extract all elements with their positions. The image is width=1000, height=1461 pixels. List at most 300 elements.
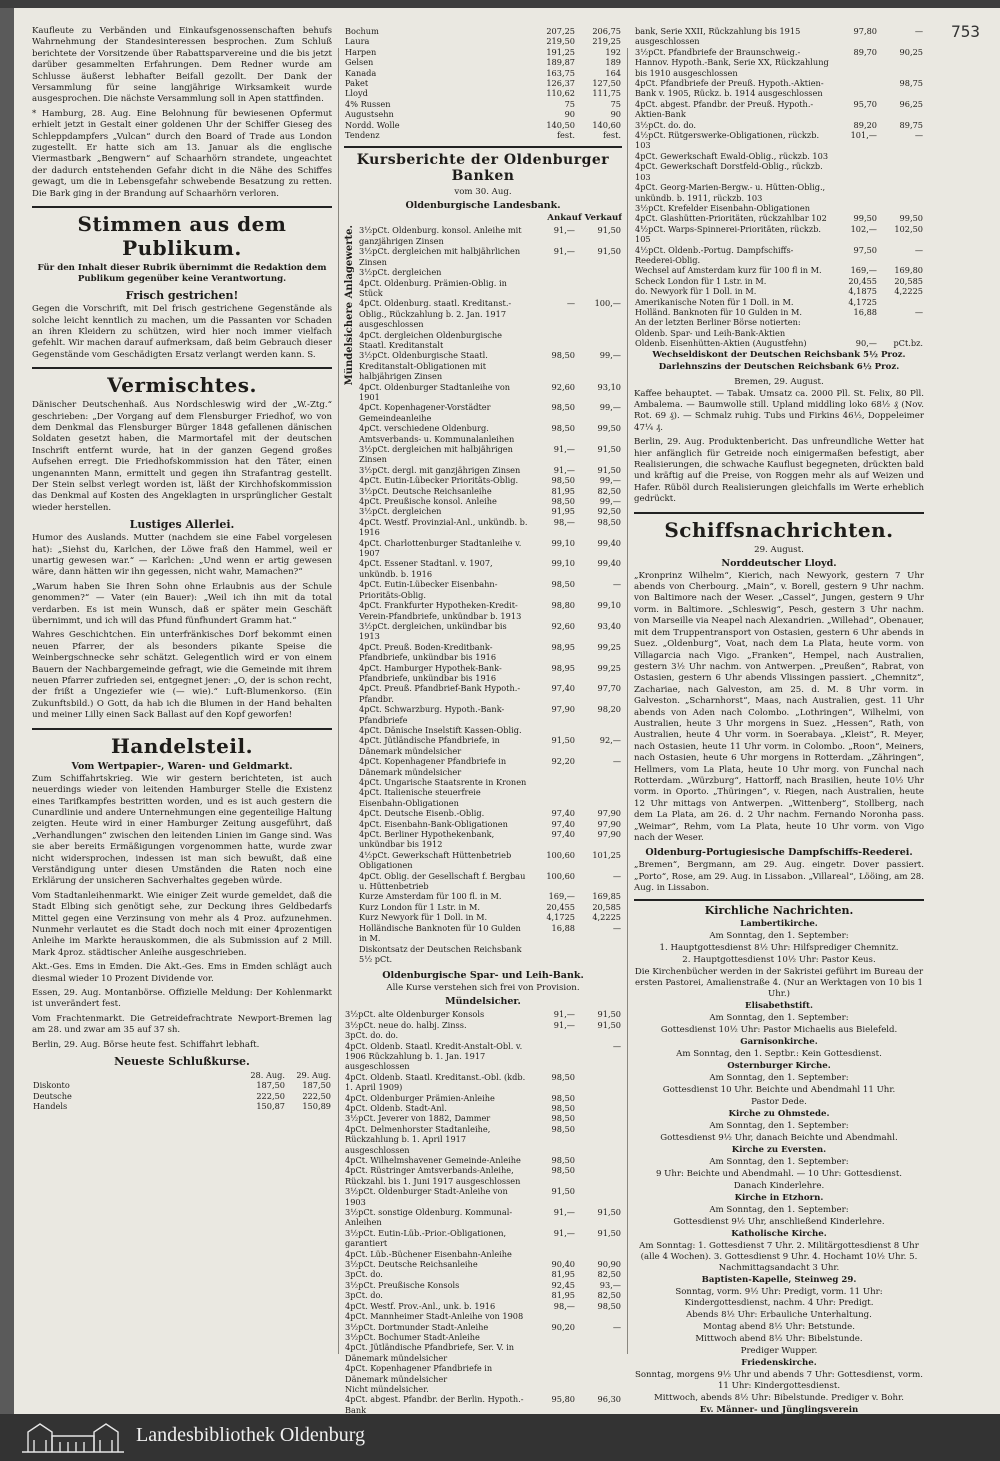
quote-sell: 222,50 [302, 1090, 331, 1101]
quote-buy: 97,40 [551, 808, 575, 819]
quote-row [344, 1228, 622, 1249]
quote-name: Kanada [345, 67, 377, 78]
quote-buy: 20,455 [546, 901, 575, 912]
quote-name: 3½pCt. Jeverer von 1882, Dammer [345, 1113, 491, 1124]
quote-name: 4pCt. Eutin-Lübecker Eisenbahn-Prioritäts-Oblig. [359, 579, 498, 600]
quote-name: 4pCt. Eutin-Lübecker Prioritäts-Oblig. [359, 475, 519, 486]
quote-name: 3½pCt. alte Oldenburger Konsols [345, 1009, 485, 1020]
quote-name: 3½pCt. Oldenburg. konsol. Anleihe mit ganzjährigen Zinsen [359, 225, 522, 246]
church-heading: Elisabethstift. [745, 1000, 813, 1011]
quote-name: 3½pCt. Deutsche Reichsanleihe [359, 485, 492, 496]
quote-date: 29. Aug. [296, 1070, 331, 1081]
quote-name: Paket [345, 78, 369, 89]
quote-sell [576, 1072, 622, 1093]
quote-name: Holländische Banknoten für 10 Gulden in M. [359, 922, 521, 944]
quote-name: Nordd. Wolle [345, 119, 400, 130]
quote-row [344, 1093, 622, 1103]
quote-row [32, 1080, 332, 1090]
bank-heading: Oldenburgische Spar- und Leih-Bank. [382, 970, 584, 982]
quote-buy: 81,95 [551, 1290, 575, 1301]
quote-buy [530, 1332, 576, 1342]
quote-name: 3½pCt. sonstige Oldenburg. Kommunal-Anleihen [345, 1207, 513, 1228]
quote-name: 3½pCt. dergleichen mit halbjährigen Zinsen [359, 444, 513, 465]
quote-buy: 100,60 [546, 849, 575, 860]
quote-row [358, 663, 622, 684]
quote-name: do. Newyork für 1 Doll. in M. [635, 286, 757, 297]
quote-row [344, 1207, 622, 1228]
quote-sell: — [612, 756, 621, 767]
quote-buy: 91,— [553, 464, 575, 475]
quote-row [358, 298, 622, 329]
quote-row [634, 307, 924, 317]
article-heading: Neueste Schlußkurse. [114, 1055, 250, 1069]
quote-sell [576, 1249, 622, 1259]
quote-buy [530, 1311, 576, 1321]
article-text: Humor des Auslands. Mutter (nachdem sie eine Fabel vorgelesen hat): „Siehst du, Karlchen, der Löwe fraß den Hammel, weil er unartig gewesen war.“ — Karlchen: „Und wenn er artig gewesen wäre, dann hätten wir ihn gegessen, nicht wahr, Mamachen?“ [32, 533, 332, 578]
quote-buy: 101,— [850, 130, 877, 141]
church-line: Am Sonntag, den 1. September: [709, 1012, 849, 1023]
quote-sell: 93,10 [597, 381, 621, 392]
bank-heading: Oldenburgische Landesbank. [405, 200, 561, 212]
quote-name: 3pCt. do. [345, 1290, 383, 1301]
quote-buy [530, 1384, 576, 1394]
quote-name: Kurz Newyork für 1 Doll. in M. [359, 912, 488, 923]
quote-name: 3½pCt. Oldenburger Stadt-Anleihe von 1903 [345, 1186, 508, 1207]
quote-row [358, 850, 622, 871]
quote-sell: 99,40 [597, 537, 621, 548]
quote-name: 4pCt. Preuß. Pfandbrief-Bank Hypoth.-Pfandbr. [359, 683, 521, 704]
article-text: Kaffee behauptet. — Tabak. Umsatz ca. 2000 Pll. St. Felix, 80 Pll. Ambalema. — Baumwolle still. Upland middling loko 68½ ₰ (Nov. Rot. 69 ₰). — Schmalz ruhig. Tubs und Firkins 46½, Doppeleimer 47¼ ₰. [634, 388, 924, 433]
quote-name: 4pCt. Oldenburger Prämien-Anleihe [345, 1092, 495, 1103]
quote-buy: 97,40 [551, 683, 575, 694]
quote-name: 4pCt. abgest. Pfandbr. der Berlin. Hypoth.-Bank [345, 1394, 524, 1414]
section-subheading: Vom Wertpapier-, Waren- und Geldmarkt. [71, 760, 293, 772]
quote-sell [576, 1342, 622, 1363]
quote-sell [576, 777, 622, 787]
bank-note: Alle Kurse verstehen sich frei von Provision. [386, 983, 580, 994]
quote-row [358, 829, 622, 850]
article-text: Wahres Geschichtchen. Ein unterfränkisches Dorf bekommt einen neuen Pfarrer, der als besonders pikante Speise die Weinbergschnecke sehr schätzt. Gelegentlich wird er von einem Bauern der Nachbargemeinde gefragt, wie die Gemeinde mit ihrem neuen Pfarrer zufrieden sei, entgegnet jener: „O, der is schon recht, der frißt a Ungeziefer wie (— wie).“ Luft-Blumenkorso. (Ein Zukunftsbild.) O Gott, da hab ich die Blumen in der Hand behalten und meiner Lilly einen Sack Ballast auf den Kopf geworfen! [32, 630, 332, 721]
quote-buy [530, 330, 576, 351]
quote-buy: 91,— [553, 1009, 575, 1020]
quote-sell: 90 [610, 109, 621, 120]
quote-sell: 187,50 [302, 1080, 331, 1091]
article-text: Vom Frachtenmarkt. Die Getreidefrachtrate Newport-Bremen lag am 28. und zwar am 35 auf 37 sh. [32, 1013, 332, 1036]
quote-sell [576, 1155, 622, 1165]
quote-buy: 207,25 [546, 26, 575, 36]
quote-name: 4pCt. Westf. Provinzial-Anl., unkündb. b. 1916 [359, 516, 528, 538]
quote-sell: 91,50 [597, 1227, 621, 1238]
quote-sell [576, 944, 622, 965]
quote-name: 3½pCt. Dortmunder Stadt-Anleihe [345, 1321, 489, 1332]
church-line: Gottesdienst 9½ Uhr, anschließend Kinderlehre. [673, 1216, 885, 1227]
quote-row [344, 1269, 622, 1279]
article-text: Vom Stadtanleihenmarkt. Wie einiger Zeit wurde gemeldet, daß die Stadt Elbing sich genötigt sehe, zur Deckung ihres Geldbedarfs Mittel gegen eine Verzinsung von mehr als 4 Proz. aufzunehmen. Nunmehr verlautet es die Stadt doch noch mit einer 4prozentigen Anleihe im Markte herauskommen, die als Submission auf 2 Mill. Mark 4proz. städtischer Anleihe ausgeschrieben. [32, 890, 332, 958]
newspaper-page [14, 8, 1000, 1414]
quote-buy: 90,40 [551, 1259, 575, 1270]
quote-row [344, 1249, 622, 1259]
quote-row [358, 683, 622, 704]
quote-buy: 91,95 [551, 506, 575, 517]
quote-name: 4pCt. Oldenburg. Prämien-Oblig. in Stück [359, 277, 507, 298]
quote-name: 4pCt. Gewerkschaft Dorstfeld-Oblig., rückzb. 103 [635, 161, 823, 182]
quote-buy: 140,50 [546, 119, 575, 130]
quote-name: Kurz London für 1 Lstr. in M. [359, 901, 480, 912]
quote-name: Bochum [345, 26, 379, 36]
quote-sell: 91,50 [597, 444, 621, 454]
quote-sell: — [612, 870, 621, 881]
quote-sell: 96,25 [899, 98, 923, 109]
quote-row [358, 496, 622, 506]
quote-date: 28. Aug. [250, 1070, 285, 1081]
quote-row [358, 225, 622, 246]
quote-buy: 16,88 [551, 922, 575, 933]
quote-name: 4pCt. Kopenhagener Pfandbriefe in Dänemark mündelsicher [345, 1363, 493, 1384]
quote-buy: 95,80 [551, 1394, 575, 1405]
quote-name: 4pCt. Preußische konsol. Anleihe [359, 496, 497, 507]
quote-sell: 140,60 [592, 119, 621, 130]
church-line: Am Sonntag: 1. Gottesdienst 7 Uhr. 2. Militärgottesdienst 8 Uhr (alle 4 Wochen). 3. Gottesdienst 9 Uhr. 4. Hochamt 10½ Uhr. 5. Nachmittagsandacht 3 Uhr. [639, 1240, 919, 1273]
quote-name: 4pCt. abgest. Pfandbr. der Preuß. Hypoth.-Aktien-Bank [635, 98, 814, 120]
quote-row [358, 912, 622, 922]
quote-sell: 75 [610, 98, 621, 109]
church-line: Abends 8½ Uhr: Erbauliche Unterhaltung. [686, 1309, 872, 1320]
quote-row [344, 1113, 622, 1123]
article-text: Essen, 29. Aug. Montanbörse. Offizielle Meldung: Der Kohlenmarkt ist unverändert fest. [32, 988, 332, 1010]
quote-buy: 91,— [553, 225, 575, 236]
quote-name: 3pCt. do. [345, 1269, 383, 1280]
quote-sell: 82,50 [597, 1269, 621, 1280]
quote-buy [530, 1363, 576, 1384]
quote-table [32, 1070, 332, 1112]
folio-number: 753 [951, 22, 980, 41]
article-heading: Lustiges Allerlei. [129, 518, 235, 532]
quote-row [634, 286, 924, 296]
quote-buy: 92,60 [551, 381, 575, 392]
quote-name: 3½pCt. Oldenburgische Staatl. Kreditanstalt-Obligationen mit halbjährigen Zinsen [359, 350, 488, 382]
quote-buy: 189,87 [546, 57, 575, 68]
quote-sell: 4,2225 [592, 912, 621, 923]
section-heading: Kirchliche Nachrichten. [634, 899, 924, 917]
quote-sell: 97,90 [597, 829, 621, 840]
quote-buy: 4,1725 [848, 296, 877, 307]
church-line: Gottesdienst 10½ Uhr: Pastor Michaelis aus Bielefeld. [660, 1024, 898, 1035]
quote-row [634, 47, 924, 78]
quote-name: 4pCt. Wilhelmshavener Gemeinde-Anleihe [345, 1155, 521, 1165]
section-heading: Stimmen aus dem Publikum. [32, 206, 332, 260]
quote-name: 3½pCt. Bochumer Stadt-Anleihe [345, 1331, 480, 1342]
quote-sell: 99,— [599, 350, 621, 361]
quote-row [358, 538, 622, 559]
quote-name: 4pCt. Schwarzburg. Hypoth.-Bank-Pfandbriefe [359, 704, 505, 725]
quote-buy [530, 944, 576, 965]
quote-row [358, 600, 622, 621]
quote-sell: 150,89 [302, 1101, 331, 1112]
quote-buy: 95,70 [853, 98, 877, 109]
church-heading: Ev. Männer- und Jünglingsverein [699, 1404, 859, 1414]
quote-row [634, 182, 924, 203]
quote-row [344, 1103, 622, 1113]
quote-name: 4pCt. Deutsche Eisenb.-Oblig. [359, 808, 485, 819]
church-heading: Baptisten-Kapelle, Steinweg 29. [701, 1274, 857, 1285]
quote-sell: 90,90 [597, 1259, 621, 1270]
quote-sell [576, 1311, 622, 1321]
church-heading: Kirche in Etzhorn. [734, 1192, 824, 1203]
quote-row [634, 78, 924, 99]
quote-row [358, 642, 622, 663]
article-text: Zum Schiffahrtskrieg. Wie wir gestern berichteten, ist auch neuerdings wieder von leitenden Hamburger Stelle die Existenz eines Tarifkampfes bestritten worden, und es ist auch gestern die Cunardlinie und andere Unternehmungen eine gegenteilige Haltung zeigten. Heute wird in einer Hamburger Zeitung ausgeführt, daß „Verhandlungen“ zwischen den leitenden Linien im Gange sind. Was sie aber bereits Ermäßigungen vorgenommen hatte, wurde zwar nicht widersprochen, indessen ist man sich bewußt, daß eine Verständigung unter diesen Umständen die Raten noch eine Erklärung der unsicheren Sachverhaltes gegeben würde. [32, 773, 332, 887]
quote-sell: — [612, 1040, 621, 1051]
church-heading: Garnisonkirche. [740, 1036, 818, 1047]
quote-sell [576, 1186, 622, 1207]
quote-buy: 222,50 [256, 1090, 285, 1101]
quote-sell: 99,40 [597, 558, 621, 569]
quote-buy: 4,1875 [848, 286, 877, 297]
quote-row [358, 735, 622, 756]
quote-row [344, 1342, 622, 1363]
quote-sell: 99,— [599, 402, 621, 413]
quote-buy: 163,75 [546, 67, 575, 78]
quote-row [344, 1290, 622, 1300]
quote-row [358, 819, 622, 829]
quote-row [634, 120, 924, 130]
quote-buy: 97,50 [853, 244, 877, 255]
quote-row [344, 26, 622, 36]
quote-buy: 98,95 [551, 641, 575, 652]
church-line: Gottesdienst 9½ Uhr, danach Beichte und Abendmahl. [660, 1132, 898, 1143]
quote-sell: 206,75 [592, 26, 621, 36]
quote-buy: 98,80 [551, 600, 575, 611]
quote-name: 4pCt. Oblig. der Gesellschaft f. Bergbau u. Hüttenbetrieb [359, 870, 526, 892]
article-text: Gegen die Vorschrift, mit Del frisch gestrichene Gegenstände als solche leicht kenntlich zu machen, um die Passanten vor Schaden an ihren Kleidern zu schützen, wird hier noch immer vielfach gefehlt. Wir machen darauf aufmerksam, daß beim Gebrauch dieser Gegenstände vom Geschädigten Ersatz verlangt werden kann. S. [32, 304, 332, 360]
quote-row [344, 36, 622, 46]
quote-sell [878, 328, 924, 338]
column-1 [32, 26, 332, 1112]
quote-name: 4pCt. Oldenb. Staatl. Kredit-Anstalt-Obl. v. 1906 Rückzahlung b. 1. Jan. 1917 ausgeschlossen [345, 1040, 523, 1072]
bank-quotes [344, 225, 622, 964]
quote-sell: 189 [605, 57, 621, 68]
quote-buy [530, 1041, 576, 1072]
quote-buy: 91,— [553, 1207, 575, 1218]
quote-sell: 219,25 [592, 36, 621, 47]
quote-sell: 82,50 [597, 485, 621, 496]
quote-name: 4pCt. Oldenb. Staatl. Kreditanst.-Obl. (kdb. 1. April 1909) [345, 1071, 526, 1093]
quote-row [344, 1165, 622, 1186]
quote-row [358, 579, 622, 600]
quote-buy: 99,50 [853, 213, 877, 224]
quote-buy: 81,95 [551, 1269, 575, 1280]
quote-buy: 100,60 [546, 870, 575, 881]
article-text: * Hamburg, 28. Aug. Eine Belohnung für bewiesenen Opfermut erhielt jetzt in Gestalt einer goldenen Uhr der Schiffer Gieseg des Schleppdampfers „Vulcan“ durch den Board of Trade aus London zugestellt. Er hatte sich am 13. Januar als die englische Viermastbark „Bengwern“ auf Schaarhörn strandete, ungeachtet der dadurch entstehenden Gefahr dicht in die Nähe des Schiffes gewagt, um die in Lebensgefahr schwebende Besatzung zu retten. Die Bark ging in der Brandung auf Schaarhörn verloren. [32, 108, 332, 199]
church-line: Die Kirchenbücher werden in der Sakristei geführt im Bureau der ersten Pastorei, Amalienstraße 4. (Nur an Werktagen von 10 bis 1 Uhr.) [634, 966, 924, 999]
section-note: Für den Inhalt dieser Rubrik übernimmt die Redaktion dem Publikum gegenüber keine Verantwortung. [37, 263, 327, 285]
section-heading: Kursberichte der Oldenburger Banken [344, 146, 622, 184]
quote-table [634, 26, 924, 349]
quote-sell [576, 725, 622, 735]
quote-sell: 192 [605, 46, 621, 57]
quote-row [634, 328, 924, 338]
quote-sell: 127,50 [592, 78, 621, 89]
quote-buy: 98,50 [551, 423, 575, 434]
quote-row [344, 1363, 622, 1384]
quote-sell: 97,90 [597, 808, 621, 819]
blank-cell [32, 1070, 240, 1080]
quote-sell: 98,20 [597, 704, 621, 715]
quote-sell: 169,80 [894, 265, 923, 276]
quote-row [358, 725, 622, 735]
quote-row [358, 621, 622, 642]
quote-sell: 20,585 [894, 275, 923, 286]
loan-rate: Darlehnszins der Deutschen Reichsbank 6½ Proz. [658, 361, 900, 372]
quote-row [358, 902, 622, 912]
quote-row [344, 99, 622, 109]
church-line: Mittwoch abend 8½ Uhr: Bibelstunde. [695, 1333, 863, 1344]
quote-row [358, 278, 622, 299]
quote-buy: 98,50 [551, 1123, 575, 1134]
quote-row [344, 130, 622, 140]
quote-buy: 92,45 [551, 1279, 575, 1290]
quote-sell [576, 1103, 622, 1113]
quote-buy: 98,50 [551, 496, 575, 507]
quote-name: 4% Russen [345, 98, 391, 109]
quote-row [344, 88, 622, 98]
quote-sell: 91,50 [597, 1009, 621, 1020]
quote-sell: 82,50 [597, 1290, 621, 1301]
quote-name: Augustsehn [345, 109, 394, 120]
group-heading: Oldenburg-Portugiesische Dampfschiffs-Reederei. [645, 847, 913, 859]
library-building-icon [18, 1418, 128, 1456]
church-line: Pastor Dede. [751, 1096, 807, 1107]
quote-buy: 98,50 [551, 1071, 575, 1082]
quote-row [634, 130, 924, 151]
quote-name: 4½pCt. Warps-Spinnerei-Prioritäten, rückzb. 105 [635, 223, 822, 245]
quote-name: An der letzten Berliner Börse notierten: [635, 317, 801, 328]
quote-name: 3½pCt. Deutsche Reichsanleihe [345, 1259, 478, 1270]
quote-row [344, 1072, 622, 1093]
quote-row [358, 756, 622, 777]
section-heading: Handelsteil. [32, 728, 332, 758]
quote-name: 3½pCt. do. do. [635, 119, 697, 130]
quote-sell: — [914, 130, 923, 141]
quote-name: 3½pCt. dergleichen [359, 506, 442, 517]
quote-name: 3½pCt. dergl. mit ganzjährigen Zinsen [359, 464, 521, 475]
church-heading: Kirche zu Ohmstede. [728, 1108, 830, 1119]
quote-buy: 126,37 [546, 78, 575, 89]
quote-sell [878, 297, 924, 307]
quote-buy: fest. [557, 130, 575, 141]
quote-sell: 99,— [599, 475, 621, 486]
quote-row [344, 1280, 622, 1290]
quote-buy: 191,25 [546, 46, 575, 57]
quote-name: 3pCt. do. do. [345, 1030, 399, 1041]
quote-name: 3½pCt. dergleichen, unkündbar bis 1913 [359, 620, 507, 642]
quote-sell: 91,50 [597, 464, 621, 475]
quote-sell [878, 161, 924, 182]
church-line: Am Sonntag, den 1. September: [709, 1120, 849, 1131]
group-heading: Norddeutscher Lloyd. [721, 557, 837, 569]
column-3 [634, 26, 924, 1414]
quote-name: 4½pCt. Rütgerswerke-Obligationen, rückzb. 103 [635, 130, 820, 151]
quote-sell [878, 151, 924, 161]
quote-buy [832, 203, 878, 213]
quote-row [358, 444, 622, 465]
quote-row [358, 923, 622, 944]
quote-name: Diskontsatz der Deutschen Reichsbank 5½ pCt. [359, 943, 522, 964]
quote-row [358, 558, 622, 579]
library-name: Landesbibliothek Oldenburg [136, 1424, 366, 1446]
church-line: Sonntag, vorm. 9½ Uhr: Predigt, vorm. 11 Uhr: Kindergottesdienst, nachm. 4 Uhr: Predigt. [675, 1286, 883, 1308]
quote-row [344, 1311, 622, 1321]
quote-row [344, 1186, 622, 1207]
article-text: „Warum haben Sie Ihren Sohn ohne Erlaubnis aus der Schule genommen?“ — Vater (ein Bauer): „Weil ich ihn mit da total verdarben. Es ist mein Wunsch, daß er später mein Geschäft übernimmt, und ich will das Pfund fünfhundert Gramm hat.“ [32, 581, 332, 627]
quote-buy [530, 267, 576, 277]
quote-sell: 99,10 [597, 600, 621, 611]
quote-sell [878, 317, 924, 327]
quote-sell: 101,25 [592, 849, 621, 860]
quote-row [344, 68, 622, 78]
church-line: 9 Uhr: Beichte und Abendmahl. — 10 Uhr: Gottesdienst. [655, 1168, 903, 1179]
quote-name: Nicht mündelsicher. [345, 1383, 429, 1394]
quote-row [344, 1259, 622, 1269]
quote-row [344, 1041, 622, 1072]
quote-name: 4½pCt. Oldenb.-Portug. Dampfschiffs-Reederei-Oblig. [635, 244, 794, 265]
quote-row [358, 330, 622, 351]
quote-buy [832, 328, 878, 338]
quote-buy: 91,— [553, 1019, 575, 1030]
article-text: Kaufleute zu Verbänden und Einkaufsgenossenschaften behufs Wahrnehmung der Standesinteressen besprochen. Zum Schluß berichtete der Vorsitzende über Rabattsparvereine und die bis jetzt darüber gesammelten Erfahrungen. Dem Redner wurde am Schlusse äußerst lebhafter Beifall gezollt. Der Dank der Versammlung für seine langjährige Wirksamkeit wurde ausgesprochen. Die nächste Versammlung soll in Apen stattfinden. [32, 26, 332, 105]
quote-sell: 91,50 [597, 225, 621, 236]
quote-name: 4pCt. Mannheimer Stadt-Anleihe von 1908 [345, 1311, 524, 1322]
quote-sell: 91,50 [597, 1207, 621, 1218]
report-date: vom 30. Aug. [454, 187, 512, 198]
quote-sell: — [612, 922, 621, 933]
quote-row [634, 265, 924, 275]
quote-sell [576, 1124, 622, 1155]
quote-name: 3½pCt. Krefelder Eisenbahn-Obligationen [635, 202, 811, 213]
church-line: Prediger Wupper. [740, 1345, 818, 1356]
quote-sell: — [914, 244, 923, 255]
quote-sell: 164 [605, 67, 621, 78]
church-line: Montag abend 8½ Uhr: Betstunde. [703, 1321, 855, 1332]
quote-buy: 99,10 [551, 558, 575, 569]
quote-row [634, 338, 924, 348]
quote-row [358, 871, 622, 892]
quote-buy: 90 [564, 109, 575, 120]
quote-name: 4pCt. Westf. Prov.-Anl., unk. b. 1916 [345, 1300, 496, 1311]
quote-sell: 111,75 [592, 88, 621, 99]
quote-table [358, 225, 622, 964]
quote-name: 4pCt. Preuß. Boden-Kreditbank-Pfandbriefe, unkündbar bis 1916 [359, 641, 497, 663]
quote-buy: 75 [564, 98, 575, 109]
quote-sell [576, 1113, 622, 1123]
quote-row [344, 78, 622, 88]
quote-sell: — [612, 579, 621, 590]
side-label: Mündelsichere Anlagewerte. [344, 225, 355, 386]
quote-sell: 99,25 [597, 641, 621, 652]
quote-sell: 98,50 [597, 516, 621, 527]
quote-row [358, 777, 622, 787]
quote-sell: 20,585 [592, 901, 621, 912]
quote-buy: 169,— [548, 891, 575, 902]
quote-buy: 98,50 [551, 1155, 575, 1165]
quote-name: bank, Serie XXII, Rückzahlung bis 1915 ausgeschlossen [635, 26, 801, 47]
church-heading: Katholische Kirche. [731, 1228, 827, 1239]
quote-name: 4pCt. Frankfurter Hypotheken-Kredit-Verein-Pfandbriefe, unkündbar b. 1913 [359, 600, 522, 621]
market-heading: Bremen, 29. August. [734, 376, 824, 387]
quote-name: 3½pCt. dergleichen [359, 267, 442, 278]
quote-buy: 92,60 [551, 620, 575, 631]
quote-buy [530, 787, 576, 808]
